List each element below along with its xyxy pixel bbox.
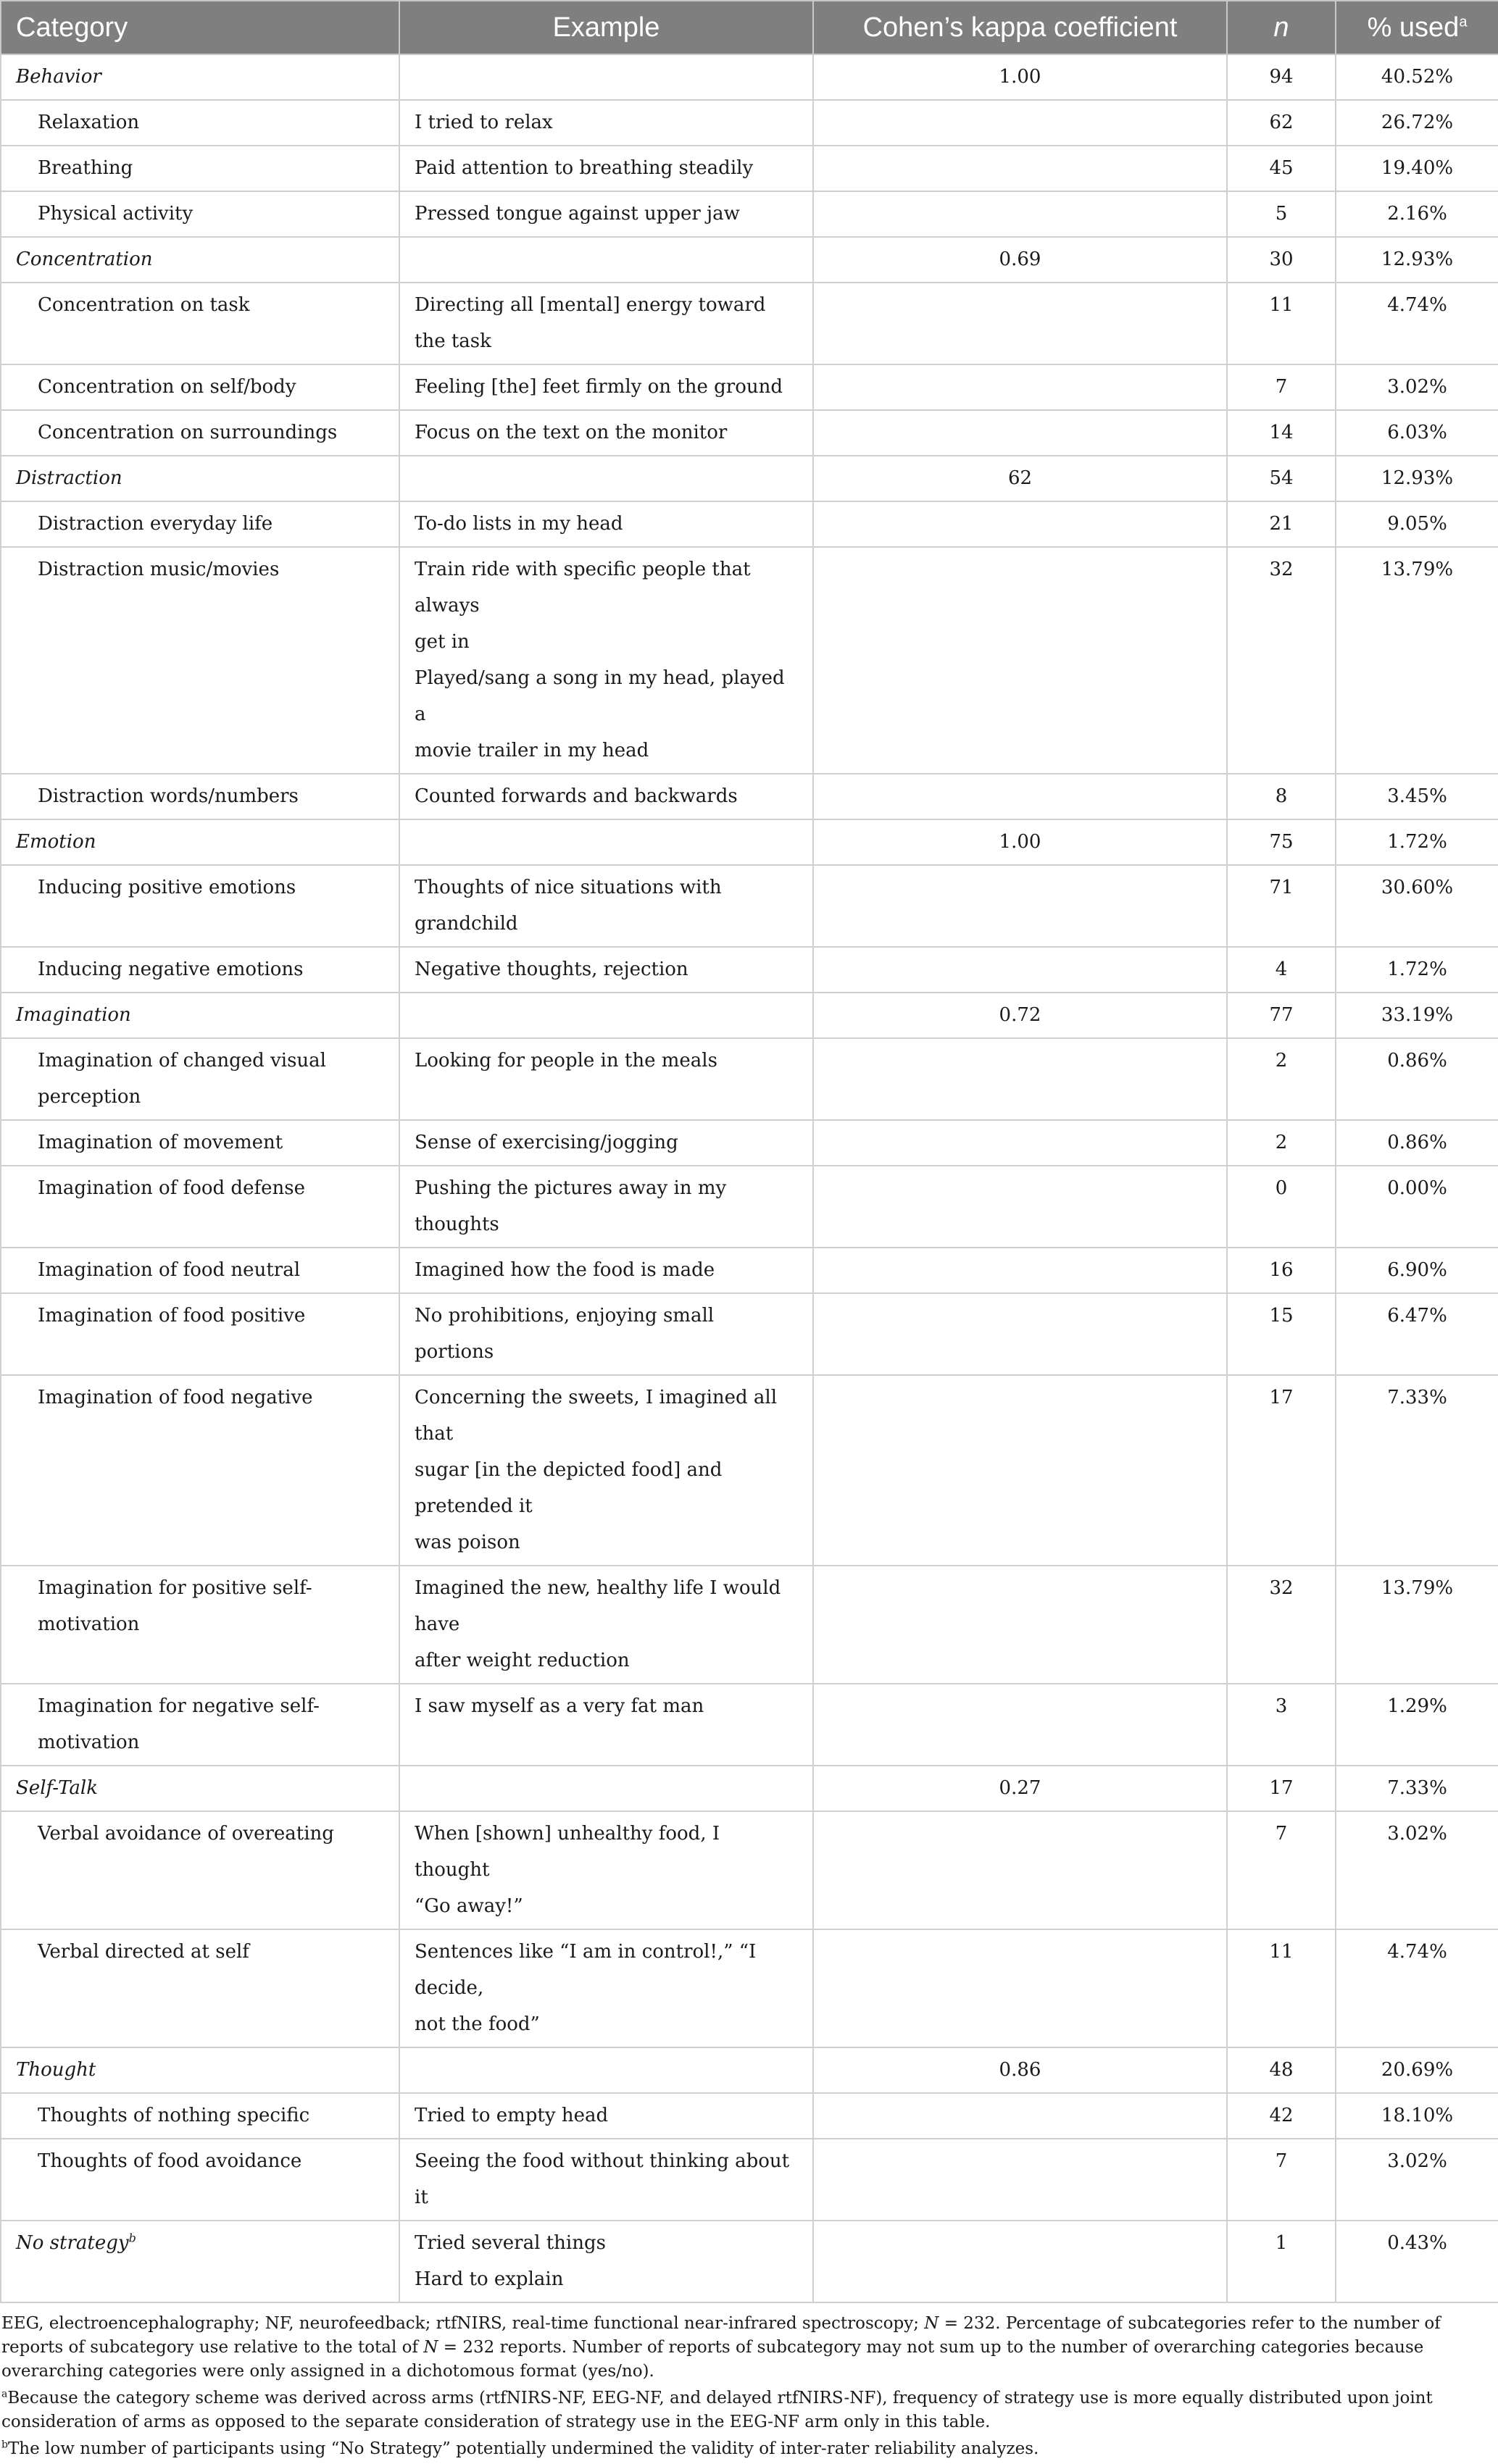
n-cell: 21 [1227, 501, 1336, 547]
row-label: Concentration on self/body [38, 376, 296, 398]
kappa-cell [813, 947, 1227, 993]
kappa-cell [813, 1120, 1227, 1166]
pct-used-cell: 6.03% [1336, 410, 1498, 456]
n-cell: 45 [1227, 146, 1336, 191]
example-cell [399, 547, 813, 774]
kappa-cell [813, 2221, 1227, 2302]
pct-used-cell: 19.40% [1336, 146, 1498, 191]
kappa-cell [813, 283, 1227, 364]
note-abbrev-text-3: = 232 reports. Number of reports of subcategory may not sum up to the number of overarching categories because overarching categories were only assigned in a dichotomous format (yes/no). [1, 2338, 1424, 2381]
subcategory-row [1, 1166, 1498, 1248]
example-line: No prohibitions, enjoying small portions [415, 1305, 715, 1363]
row-label: Physical activity [38, 203, 194, 225]
row-label: Imagination of food neutral [38, 1259, 301, 1281]
example-line: Hard to explain [415, 2268, 564, 2290]
subcategory-cell [1, 1166, 399, 1248]
kappa-cell [813, 2093, 1227, 2139]
example-line: Pushing the pictures away in my thoughts [415, 1177, 727, 1235]
subcategory-row [1, 1929, 1498, 2047]
example-cell [399, 501, 813, 547]
subcategory-row [1, 410, 1498, 456]
subcategory-cell [1, 1120, 399, 1166]
example-cell [399, 865, 813, 947]
table-body [1, 54, 1498, 2302]
row-label: Emotion [16, 831, 96, 853]
example-line: Directing all [mental] energy toward the task [415, 294, 766, 352]
n-cell: 62 [1227, 100, 1336, 146]
example-cell [399, 819, 813, 865]
n-cell: 11 [1227, 1929, 1336, 2047]
example-cell [399, 146, 813, 191]
header-example: Example [399, 1, 813, 54]
kappa-cell: 0.69 [813, 237, 1227, 283]
note-a-text: Because the category scheme was derived across arms (rtfNIRS-NF, EEG-NF, and delayed rtfNIRS-NF), frequency of strategy use is more equally distributed upon joint consideration of arms as opposed to the separate consideration of strategy use in the EEG-NF arm only in this table. [1, 2389, 1433, 2431]
row-label: Concentration [16, 249, 153, 270]
pct-used-cell: 1.72% [1336, 819, 1498, 865]
n-cell: 54 [1227, 456, 1336, 501]
subcategory-cell [1, 2139, 399, 2221]
row-label: Verbal avoidance of overeating [38, 1823, 334, 1845]
pct-used-cell: 7.33% [1336, 1766, 1498, 1811]
example-cell [399, 2221, 813, 2302]
kappa-cell [813, 146, 1227, 191]
row-label: Distraction [16, 467, 122, 489]
example-cell [399, 1248, 813, 1293]
example-line: Counted forwards and backwards [415, 785, 738, 807]
n-cell: 2 [1227, 1120, 1336, 1166]
category-cell [1, 2221, 399, 2302]
example-line: Pressed tongue against upper jaw [415, 203, 740, 225]
kappa-cell [813, 100, 1227, 146]
example-line: after weight reduction [415, 1650, 630, 1671]
subcategory-row [1, 100, 1498, 146]
example-line: Focus on the text on the monitor [415, 422, 728, 443]
subcategory-cell [1, 1038, 399, 1120]
n-cell: 15 [1227, 1293, 1336, 1375]
subcategory-cell [1, 1293, 399, 1375]
subcategory-cell [1, 947, 399, 993]
subcategory-cell [1, 364, 399, 410]
kappa-cell [813, 1929, 1227, 2047]
kappa-cell [813, 774, 1227, 819]
row-label: Verbal directed at self [38, 1941, 249, 1963]
example-cell [399, 947, 813, 993]
subcategory-cell [1, 547, 399, 774]
pct-used-cell: 26.72% [1336, 100, 1498, 146]
subcategory-row [1, 774, 1498, 819]
example-line: Played/sang a song in my head, played a [415, 667, 785, 725]
example-line: Sense of exercising/jogging [415, 1132, 678, 1153]
kappa-cell [813, 191, 1227, 237]
header-pct-used [1336, 1, 1498, 54]
subcategory-row [1, 1248, 1498, 1293]
subcategory-row [1, 1120, 1498, 1166]
row-label: Concentration on surroundings [38, 422, 338, 443]
note-a-mark: a [1, 2388, 8, 2400]
row-label: Distraction words/numbers [38, 785, 299, 807]
subcategory-row [1, 501, 1498, 547]
kappa-cell [813, 1375, 1227, 1566]
subcategory-row [1, 191, 1498, 237]
category-cell [1, 54, 399, 100]
category-row [1, 819, 1498, 865]
category-cell [1, 1766, 399, 1811]
pct-used-cell: 0.86% [1336, 1120, 1498, 1166]
row-label: Imagination of food positive [38, 1305, 306, 1327]
example-line: get in [415, 631, 470, 653]
example-line: “Go away!” [415, 1895, 523, 1917]
header-row [1, 1, 1498, 54]
pct-used-cell: 7.33% [1336, 1375, 1498, 1566]
header-n-label: n [1273, 12, 1289, 43]
kappa-cell: 0.72 [813, 993, 1227, 1038]
kappa-cell: 62 [813, 456, 1227, 501]
example-cell [399, 1566, 813, 1684]
subcategory-cell [1, 501, 399, 547]
n-cell: 30 [1227, 237, 1336, 283]
kappa-cell: 0.27 [813, 1766, 1227, 1811]
row-label: Distraction music/movies [38, 559, 280, 580]
example-line: Imagined how the food is made [415, 1259, 715, 1281]
row-label: Thought [16, 2059, 96, 2081]
kappa-cell: 1.00 [813, 819, 1227, 865]
example-cell [399, 1684, 813, 1766]
n-cell: 4 [1227, 947, 1336, 993]
example-cell [399, 1038, 813, 1120]
kappa-cell [813, 1038, 1227, 1120]
row-label: Thoughts of food avoidance [38, 2150, 302, 2172]
kappa-cell [813, 1811, 1227, 1929]
table-notes [0, 2303, 1498, 2461]
n-cell: 17 [1227, 1375, 1336, 1566]
category-cell [1, 2047, 399, 2093]
n-cell: 14 [1227, 410, 1336, 456]
subcategory-row [1, 283, 1498, 364]
row-label: Distraction everyday life [38, 513, 273, 535]
pct-used-cell: 3.02% [1336, 1811, 1498, 1929]
n-cell: 7 [1227, 364, 1336, 410]
n-cell: 71 [1227, 865, 1336, 947]
header-kappa: Cohen’s kappa coefficient [813, 1, 1227, 54]
n-cell: 17 [1227, 1766, 1336, 1811]
row-label: Inducing positive emotions [38, 877, 296, 898]
n-cell: 7 [1227, 2139, 1336, 2221]
kappa-cell [813, 1166, 1227, 1248]
example-line: sugar [in the depicted food] and pretended it [415, 1459, 723, 1517]
subcategory-cell [1, 146, 399, 191]
example-cell [399, 2047, 813, 2093]
pct-used-cell: 12.93% [1336, 456, 1498, 501]
kappa-cell [813, 547, 1227, 774]
example-cell [399, 1929, 813, 2047]
header-pct-footnote-mark: a [1459, 13, 1468, 30]
example-cell [399, 2139, 813, 2221]
n-cell: 7 [1227, 1811, 1336, 1929]
kappa-cell [813, 501, 1227, 547]
subcategory-cell [1, 191, 399, 237]
category-cell [1, 237, 399, 283]
pct-used-cell: 6.90% [1336, 1248, 1498, 1293]
pct-used-cell: 12.93% [1336, 237, 1498, 283]
example-line: I saw myself as a very fat man [415, 1695, 704, 1717]
row-label: Concentration on task [38, 294, 250, 316]
n-cell: 48 [1227, 2047, 1336, 2093]
example-cell [399, 1811, 813, 1929]
kappa-cell [813, 364, 1227, 410]
row-label: Breathing [38, 157, 133, 179]
category-row [1, 54, 1498, 100]
subcategory-row [1, 2139, 1498, 2221]
header-pct-label: % used [1367, 12, 1460, 43]
n-cell: 75 [1227, 819, 1336, 865]
example-line: Paid attention to breathing steadily [415, 157, 754, 179]
example-cell [399, 410, 813, 456]
category-cell [1, 456, 399, 501]
subcategory-cell [1, 1248, 399, 1293]
example-line: Seeing the food without thinking about it [415, 2150, 790, 2208]
category-row [1, 456, 1498, 501]
subcategory-cell [1, 1375, 399, 1566]
row-label: No strategy [16, 2232, 129, 2254]
pct-used-cell: 6.47% [1336, 1293, 1498, 1375]
subcategory-row [1, 1566, 1498, 1684]
row-label: Imagination [16, 1004, 131, 1026]
example-line: Looking for people in the meals [415, 1050, 717, 1072]
n-cell: 94 [1227, 54, 1336, 100]
category-cell [1, 819, 399, 865]
header-n [1227, 1, 1336, 54]
pct-used-cell: 3.02% [1336, 364, 1498, 410]
pct-used-cell: 0.43% [1336, 2221, 1498, 2302]
row-label: Imagination of changed visual perception [38, 1050, 326, 1108]
kappa-cell [813, 1248, 1227, 1293]
subcategory-row [1, 1684, 1498, 1766]
example-cell [399, 1293, 813, 1375]
kappa-cell [813, 865, 1227, 947]
n-cell: 11 [1227, 283, 1336, 364]
pct-used-cell: 13.79% [1336, 1566, 1498, 1684]
note-abbreviations [1, 2312, 1494, 2384]
subcategory-cell [1, 100, 399, 146]
example-cell [399, 993, 813, 1038]
example-cell [399, 1375, 813, 1566]
pct-used-cell: 2.16% [1336, 191, 1498, 237]
example-cell [399, 774, 813, 819]
footnote-mark: b [128, 2231, 136, 2245]
row-label: Behavior [16, 66, 101, 88]
example-cell [399, 456, 813, 501]
subcategory-cell [1, 1684, 399, 1766]
n-cell: 16 [1227, 1248, 1336, 1293]
row-label: Imagination for negative self-motivation [38, 1695, 320, 1753]
header-category: Category [1, 1, 399, 54]
example-cell [399, 191, 813, 237]
subcategory-row [1, 865, 1498, 947]
pct-used-cell: 30.60% [1336, 865, 1498, 947]
example-line: When [shown] unhealthy food, I thought [415, 1823, 720, 1881]
pct-used-cell: 0.00% [1336, 1166, 1498, 1248]
subcategory-row [1, 364, 1498, 410]
n-cell: 77 [1227, 993, 1336, 1038]
example-cell [399, 2093, 813, 2139]
row-label: Imagination of food negative [38, 1387, 313, 1408]
example-line: movie trailer in my head [415, 740, 649, 761]
example-cell [399, 54, 813, 100]
example-cell [399, 100, 813, 146]
row-label: Imagination of food defense [38, 1177, 305, 1199]
subcategory-cell [1, 1929, 399, 2047]
subcategory-row [1, 1293, 1498, 1375]
pct-used-cell: 4.74% [1336, 283, 1498, 364]
subcategory-row [1, 1375, 1498, 1566]
n-cell: 42 [1227, 2093, 1336, 2139]
pct-used-cell: 1.29% [1336, 1684, 1498, 1766]
pct-used-cell: 9.05% [1336, 501, 1498, 547]
kappa-cell [813, 1566, 1227, 1684]
subcategory-row [1, 1811, 1498, 1929]
example-line: Tried several things [415, 2232, 606, 2254]
subcategory-row [1, 2093, 1498, 2139]
subcategory-cell [1, 283, 399, 364]
category-cell [1, 993, 399, 1038]
n-cell: 32 [1227, 1566, 1336, 1684]
subcategory-cell [1, 865, 399, 947]
category-row [1, 2221, 1498, 2302]
kappa-cell [813, 1684, 1227, 1766]
example-line: To-do lists in my head [415, 513, 623, 535]
kappa-cell [813, 2139, 1227, 2221]
example-cell [399, 1120, 813, 1166]
example-cell [399, 1766, 813, 1811]
n-cell: 3 [1227, 1684, 1336, 1766]
pct-used-cell: 20.69% [1336, 2047, 1498, 2093]
n-cell: 32 [1227, 547, 1336, 774]
example-cell [399, 364, 813, 410]
row-label: Relaxation [38, 112, 140, 133]
example-line: Thoughts of nice situations with grandchild [415, 877, 722, 935]
pct-used-cell: 3.02% [1336, 2139, 1498, 2221]
pct-used-cell: 18.10% [1336, 2093, 1498, 2139]
n-cell: 0 [1227, 1166, 1336, 1248]
row-label: Imagination for positive self-motivation [38, 1577, 312, 1635]
example-cell [399, 1166, 813, 1248]
note-b-mark: b [1, 2439, 8, 2451]
example-line: I tried to relax [415, 112, 553, 133]
pct-used-cell: 33.19% [1336, 993, 1498, 1038]
category-row [1, 993, 1498, 1038]
category-row [1, 237, 1498, 283]
n-cell: 8 [1227, 774, 1336, 819]
n-cell: 5 [1227, 191, 1336, 237]
subcategory-cell [1, 2093, 399, 2139]
subcategory-row [1, 146, 1498, 191]
note-abbrev-text: EEG, electroencephalography; NF, neurofeedback; rtfNIRS, real-time functional near-infrared spectroscopy; [1, 2314, 925, 2333]
row-label: Thoughts of nothing specific [38, 2105, 310, 2126]
example-line: Negative thoughts, rejection [415, 959, 688, 980]
example-line: Feeling [the] feet firmly on the ground [415, 376, 783, 398]
n-cell: 1 [1227, 2221, 1336, 2302]
pct-used-cell: 3.45% [1336, 774, 1498, 819]
example-line: Concerning the sweets, I imagined all that [415, 1387, 778, 1445]
kappa-cell: 1.00 [813, 54, 1227, 100]
category-row [1, 1766, 1498, 1811]
subcategory-row [1, 947, 1498, 993]
example-line: Sentences like “I am in control!,” “I decide, [415, 1941, 757, 1999]
subcategory-cell [1, 1811, 399, 1929]
subcategory-cell [1, 410, 399, 456]
example-line: Train ride with specific people that always [415, 559, 751, 617]
note-b [1, 2437, 1494, 2461]
row-label: Self-Talk [16, 1777, 98, 1799]
note-b-text: The low number of participants using “No Strategy” potentially undermined the validity of inter-rater reliability analyzes. [7, 2439, 1039, 2458]
subcategory-cell [1, 774, 399, 819]
example-cell [399, 283, 813, 364]
example-line: was poison [415, 1532, 520, 1553]
pct-used-cell: 4.74% [1336, 1929, 1498, 2047]
example-line: Tried to empty head [415, 2105, 609, 2126]
n-cell: 2 [1227, 1038, 1336, 1120]
subcategory-row [1, 1038, 1498, 1120]
category-row [1, 2047, 1498, 2093]
note-a [1, 2386, 1494, 2434]
note-n-symbol: N [924, 2314, 939, 2333]
note-abbrev-text-2: = 232. Percentage of subcategories refer to the number of reports of subcategory use relative to the total of [1, 2314, 1441, 2357]
example-line: not the food” [415, 2013, 540, 2035]
pct-used-cell: 13.79% [1336, 547, 1498, 774]
note-n-symbol-2: N [423, 2338, 438, 2357]
subcategory-cell [1, 1566, 399, 1684]
row-label: Inducing negative emotions [38, 959, 304, 980]
example-cell [399, 237, 813, 283]
kappa-cell: 0.86 [813, 2047, 1227, 2093]
example-line: Imagined the new, healthy life I would have [415, 1577, 781, 1635]
kappa-cell [813, 1293, 1227, 1375]
pct-used-cell: 40.52% [1336, 54, 1498, 100]
pct-used-cell: 0.86% [1336, 1038, 1498, 1120]
kappa-cell [813, 410, 1227, 456]
subcategory-row [1, 547, 1498, 774]
pct-used-cell: 1.72% [1336, 947, 1498, 993]
row-label: Imagination of movement [38, 1132, 283, 1153]
